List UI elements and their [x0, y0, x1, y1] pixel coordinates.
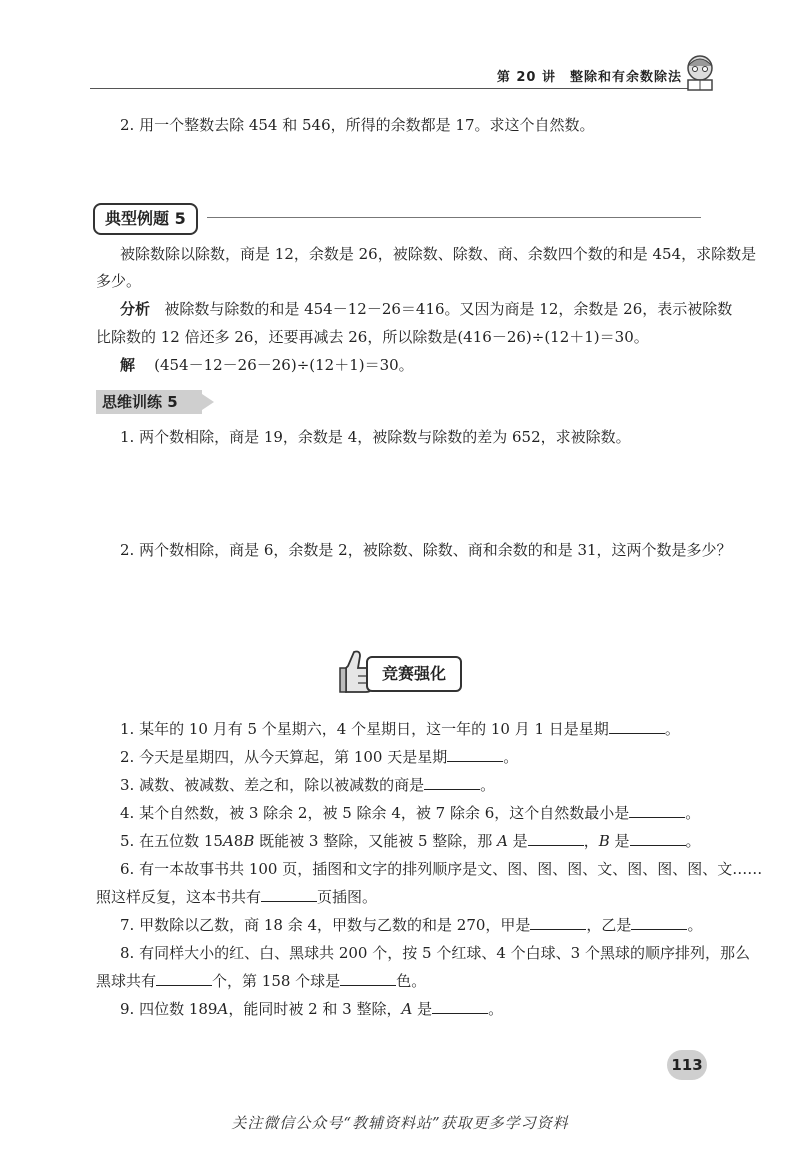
example-line-1: 被除数除以除数，商是 12，余数是 26，被除数、除数、商、余数四个数的和是 454，求除数是	[120, 245, 757, 263]
training-q1: 1. 两个数相除，商是 19，余数是 4，被除数与除数的差为 652，求被除数。	[120, 428, 631, 446]
solution-line	[120, 354, 414, 376]
answer-blank[interactable]	[629, 803, 685, 818]
section-divider	[207, 217, 701, 218]
header-rule	[90, 88, 702, 89]
comp-q3: 3. 减数、被减数、差之和，除以被减数的商是 。	[120, 776, 496, 794]
training-title: 思维训练 5	[96, 390, 202, 414]
answer-blank[interactable]	[631, 915, 687, 930]
comp-q1: 1. 某年的 10 月有 5 个星期六，4 个星期日，这一年的 10 月 1 日是星期 。	[120, 720, 680, 738]
answer-blank[interactable]	[156, 971, 212, 986]
intro-problem: 2. 用一个整数去除 454 和 546，所得的余数都是 17。求这个自然数。	[120, 116, 595, 134]
comp-q4: 4. 某个自然数，被 3 除余 2，被 5 除余 4，被 7 除余 6，这个自然数最小是 。	[120, 804, 701, 822]
answer-blank[interactable]	[630, 831, 686, 846]
answer-blank[interactable]	[528, 831, 584, 846]
competition-title: 竞赛强化	[366, 656, 462, 692]
analysis-line-1	[120, 298, 732, 320]
comp-q6-line2: 照这样反复，这本书共有 页插图。	[96, 888, 378, 906]
reading-child-icon	[680, 52, 720, 92]
solution-text: (454－12－26－26)÷(12＋1)＝30。	[154, 356, 414, 374]
answer-blank[interactable]	[261, 887, 317, 902]
training-q2: 2. 两个数相除，商是 6，余数是 2，被除数、除数、商和余数的和是 31，这两个数是多少？	[120, 541, 732, 559]
analysis-text-1: 被除数与除数的和是 454－12－26＝416。又因为商是 12，余数是 26，表示被除数	[164, 300, 733, 318]
comp-q8-line1: 8. 有同样大小的红、白、黑球共 200 个，按 5 个红球、4 个白球、3 个黑球的顺序排列，那么	[120, 944, 750, 962]
solution-label: 解	[120, 356, 136, 374]
page-number: 113	[667, 1050, 707, 1080]
comp-q5: 5. 在五位数 15A8B 既能被 3 整除，又能被 5 整除，那 A 是 ，B 是 。	[120, 832, 701, 850]
answer-blank[interactable]	[530, 915, 586, 930]
comp-q8-line2: 黑球共有 个，第 158 个球是 色。	[96, 972, 427, 990]
comp-q9: 9. 四位数 189A，能同时被 2 和 3 整除，A 是 。	[120, 1000, 504, 1018]
answer-blank[interactable]	[609, 719, 665, 734]
answer-blank[interactable]	[432, 999, 488, 1014]
answer-blank[interactable]	[340, 971, 396, 986]
example-line-2: 多少。	[96, 272, 142, 290]
training-arrow-icon	[196, 390, 214, 414]
comp-q6-line1: 6. 有一本故事书共 100 页，插图和文字的排列顺序是文、图、图、图、文、图、图、图、文……	[120, 860, 763, 878]
header-title: 第 20 讲 整除和有余数除法	[496, 70, 682, 85]
analysis-label: 分析	[120, 300, 151, 318]
example-title: 典型例题 5	[93, 203, 198, 235]
footer-note: 关注微信公众号“教辅资料站”获取更多学习资料	[231, 1114, 569, 1132]
comp-q2: 2. 今天是星期四，从今天算起，第 100 天是星期 。	[120, 748, 519, 766]
answer-blank[interactable]	[424, 775, 480, 790]
answer-blank[interactable]	[447, 747, 503, 762]
analysis-line-2: 比除数的 12 倍还多 26，还要再减去 26，所以除数是(416－26)÷(12＋1)＝30。	[96, 328, 649, 346]
comp-q7: 7. 甲数除以乙数，商 18 余 4，甲数与乙数的和是 270，甲是 ，乙是 。	[120, 916, 703, 934]
